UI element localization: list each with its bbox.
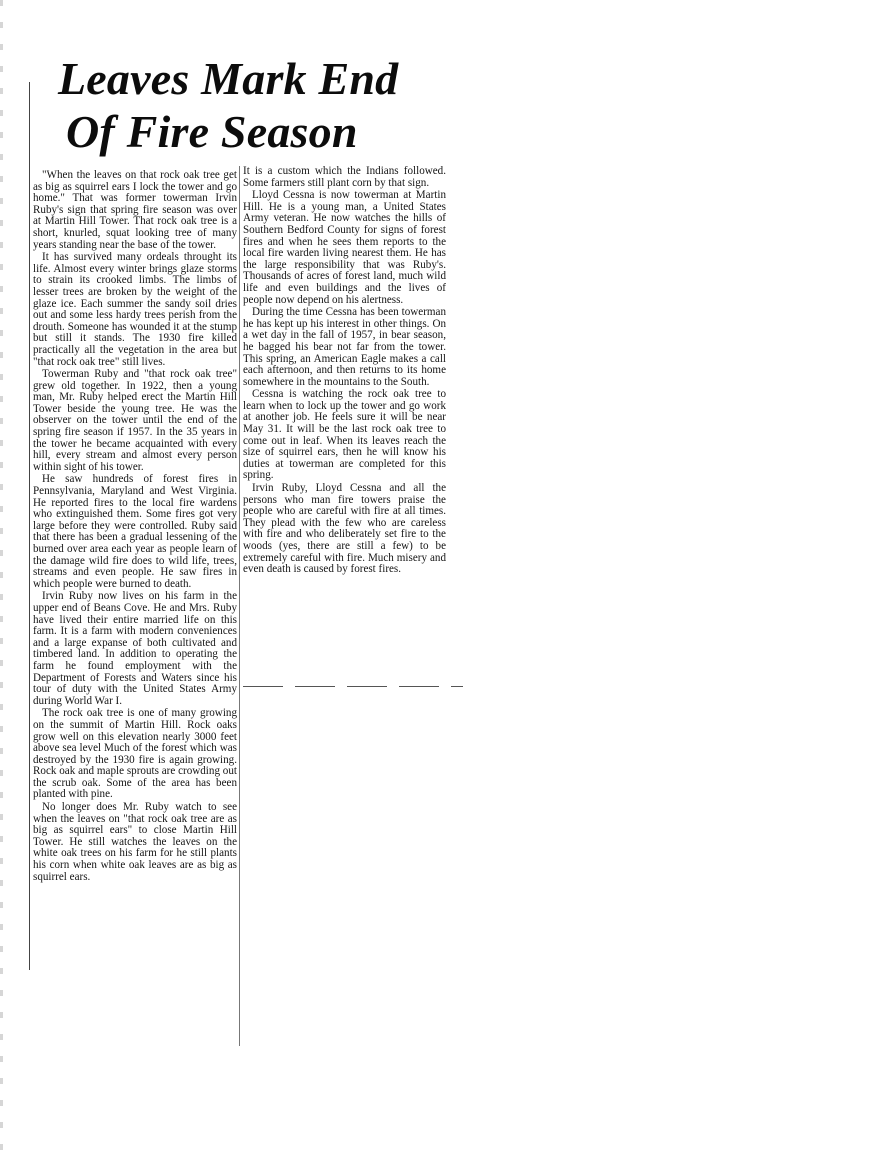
paragraph: "When the leaves on that rock oak tree get as big as squirrel ears I lock the tower and go home." That was former towerman Irvin Ruby's sign that spring fire season was over at Martin Hill Tower. That rock oak tree is a short, knurled, squat looking tree of many years standing near the base of the tower. [33, 170, 237, 251]
column-divider [239, 166, 240, 1046]
paragraph: During the time Cessna has been towerman he has kept up his interest in other things. On a wet day in the fall of 1957, in bear season, he bagged his bear not far from the tower. This spring, an American Eagle makes a call each afternoon, and then returns to its home somewhere in the mountains to the South. [243, 306, 446, 388]
headline-line-2: Of Fire Season [66, 106, 358, 157]
paragraph: It is a custom which the Indians followed. Some farmers still plant corn by that sign. [243, 166, 446, 189]
paragraph: Irvin Ruby, Lloyd Cessna and all the persons who man fire towers praise the people who are careful with fire at all times. They plead with the few who are careless with fire and who deliberately set fire to the woods (yes, there are still a few) to be extremely careful with fire. Much misery and even death is caused by forest fires. [243, 482, 446, 576]
paragraph: It has survived many ordeals throught its life. Almost every winter brings glaze storms to strain its crooked limbs. The limbs of lesser trees are broken by the weight of the glaze ice. Each summer the sandy soil dries out and some less hardy trees perish from the drouth. Someone has wounded it at the stump but still it stands. The 1930 fire killed practically all the vegetation in the area but "that rock oak tree" still lives. [33, 251, 237, 368]
article-end-rule [243, 686, 463, 687]
paragraph: No longer does Mr. Ruby watch to see when the leaves on "that rock oak tree are as big as squirrel ears" to close Martin Hill Tower. He still watches the leaves on the white oak trees on his farm for he still plants his corn when white oak leaves are as big as squirrel ears. [33, 801, 237, 883]
scan-edge-marks [0, 0, 3, 1155]
paragraph: Cessna is watching the rock oak tree to learn when to lock up the tower and go work at another job. He feels sure it will be near May 31. It will be the last rock oak tree to come out in leaf. When its leaves reach the size of squirrel ears, then he will know his duties at towerman are completed for this spring. [243, 388, 446, 482]
article-column-1 [33, 170, 237, 884]
headline-line-1: Leaves Mark End [58, 53, 399, 104]
paragraph: Lloyd Cessna is now towerman at Martin Hill. He is a young man, a United States Army veteran. He now watches the hills of Southern Bedford County for signs of forest fires and when he sees them reports to the local fire warden living nearest them. He has the large responsibility that was Ruby's. Thousands of acres of forest land, much wild life and even buildings and the lives of people now depend on his alertness. [243, 189, 446, 306]
left-margin-rule [29, 82, 30, 970]
paragraph: He saw hundreds of forest fires in Pennsylvania, Maryland and West Virginia. He reported fires to the local fire wardens who extinguished them. Some fires got very large before they were controlled. Ruby said that there has been a gradual lessening of the burned over area each year as people learn of the damage wild fire does to wild life, trees, streams and even people. He saw fires in which people were burned to death. [33, 473, 237, 590]
paragraph: Towerman Ruby and "that rock oak tree" grew old together. In 1922, then a young man, Mr. Ruby helped erect the Martin Hill Tower beside the young tree. He was the observer on the tower until the end of the spring fire season if 1957. In the 35 years in the tower he became acquainted with every hill, every stream and almost every person within sight of his tower. [33, 368, 237, 473]
headline [58, 52, 458, 158]
article-column-2 [243, 166, 446, 577]
paragraph: Irvin Ruby now lives on his farm in the upper end of Beans Cove. He and Mrs. Ruby have lived their entire married life on this farm. It is a farm with modern conveniences and a large expanse of both cultivated and timbered land. In addition to operating the farm he found employment with the Department of Forests and Waters since his tour of duty with the United States Army during World War I. [33, 590, 237, 707]
paragraph: The rock oak tree is one of many growing on the summit of Martin Hill. Rock oaks grow well on this elevation nearly 3000 feet above sea level Much of the forest which was destroyed by the 1930 fire is again growing. Rock oak and maple sprouts are crowding out the scrub oak. Some of the area has been planted with pine. [33, 707, 237, 801]
